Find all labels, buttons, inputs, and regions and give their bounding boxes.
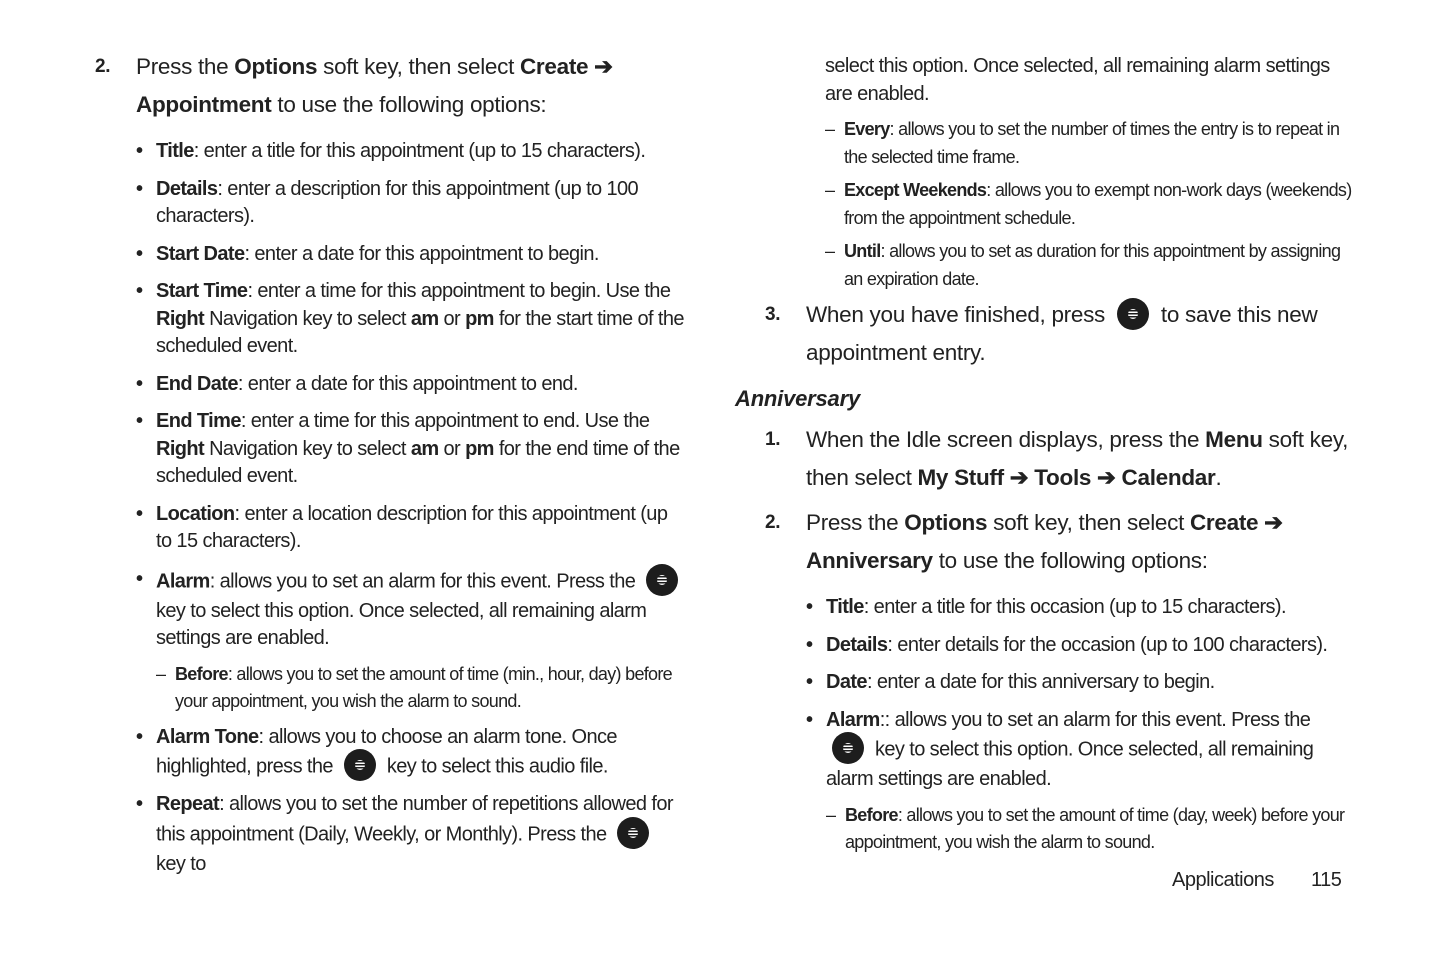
step-2-create-anniversary bbox=[765, 504, 1355, 580]
option-text: Navigation key to select bbox=[204, 437, 411, 460]
menu-key-label: Menu bbox=[1205, 427, 1263, 452]
suboption-label: Except Weekends bbox=[844, 180, 987, 200]
suboption-text: : allows you to set the number of times the entry is to repeat in the selected time frame. bbox=[844, 119, 1340, 167]
select-key-icon bbox=[832, 732, 864, 764]
step-3-save bbox=[765, 296, 1355, 372]
am-label: am bbox=[410, 307, 439, 330]
anniversary-steps bbox=[765, 421, 1355, 857]
option-text: : enter details for the occasion (up to 100 characters). bbox=[887, 633, 1328, 656]
create-label: Create ➔ bbox=[519, 54, 613, 79]
option-text: key to select this audio file. bbox=[381, 755, 608, 778]
option-text: or bbox=[438, 437, 466, 460]
option-label: Title bbox=[156, 140, 194, 162]
select-key-icon bbox=[344, 749, 376, 781]
option-label: End Date bbox=[156, 372, 238, 395]
option-text: : enter a date for this appointment to begin. bbox=[244, 242, 599, 265]
option-end-date bbox=[136, 371, 685, 399]
option-label: Location bbox=[156, 502, 235, 525]
option-label: Details bbox=[826, 633, 888, 656]
options-key-label: Options bbox=[234, 54, 318, 79]
continuation-text: select this option. Once selected, all remaining alarm settings are enabled. bbox=[825, 55, 1330, 105]
step-number: 2. bbox=[95, 56, 111, 77]
anniversary-options-list bbox=[806, 594, 1355, 857]
step-2-create-appointment bbox=[95, 48, 685, 124]
text: soft key, then select bbox=[987, 510, 1190, 535]
step-1-open-calendar bbox=[765, 421, 1355, 497]
option-alarm-tone bbox=[136, 724, 685, 784]
option-alarm bbox=[136, 566, 685, 716]
repeat-suboptions bbox=[825, 116, 1355, 293]
option-text: key to select this option. Once selected, all remaining alarm settings are enabled. bbox=[826, 738, 1314, 790]
suboption-every bbox=[825, 116, 1355, 171]
option-text: :: allows you to set an alarm for this event. Press the bbox=[879, 708, 1311, 731]
suboption-except-weekends bbox=[825, 177, 1355, 232]
step-number: 3. bbox=[765, 304, 781, 325]
text: to use the following options: bbox=[932, 548, 1208, 573]
option-text: : enter a date for this anniversary to begin. bbox=[866, 671, 1215, 693]
option-label: Alarm bbox=[156, 569, 210, 592]
suboption-label: Until bbox=[844, 241, 881, 261]
option-details bbox=[806, 632, 1355, 660]
option-start-time bbox=[136, 278, 685, 361]
option-label: Alarm bbox=[826, 708, 880, 731]
right-key-label: Right bbox=[156, 437, 205, 460]
option-label: Title bbox=[826, 596, 864, 618]
option-text: : allows you to set an alarm for this event. Press the bbox=[209, 569, 641, 592]
suboption-text: : allows you to exempt non-work days (weekends) from the appointment schedule. bbox=[844, 180, 1352, 228]
suboption-label: Before bbox=[175, 663, 228, 684]
text: When the Idle screen displays, press the bbox=[806, 427, 1206, 452]
options-key-label: Options bbox=[904, 510, 988, 535]
am-label: am bbox=[410, 437, 439, 460]
option-label: End Time bbox=[156, 410, 241, 432]
option-text: key to bbox=[156, 852, 206, 875]
suboption-label: Every bbox=[844, 119, 890, 139]
option-text: : allows you to choose an alarm tone. Once highlighted, press the bbox=[156, 725, 617, 778]
option-text: for the start time of the scheduled event. bbox=[156, 307, 684, 357]
suboption-text: : allows you to set the amount of time (day, week) before your appointment, you wish the alarm to sound. bbox=[845, 804, 1345, 852]
option-text: key to select this option. Once selected, all remaining alarm settings are enabled. bbox=[156, 599, 647, 649]
option-title bbox=[806, 594, 1355, 622]
appointment-options-list bbox=[136, 138, 685, 878]
left-column bbox=[95, 0, 685, 878]
option-start-date bbox=[136, 241, 685, 269]
pm-label: pm bbox=[465, 307, 494, 330]
alarm-suboptions bbox=[826, 802, 1355, 857]
option-label: Start Date bbox=[156, 242, 245, 265]
menu-path: My Stuff ➔ Tools ➔ Calendar bbox=[917, 465, 1216, 490]
text: Press the bbox=[806, 510, 905, 535]
text: soft key, then select bbox=[317, 54, 520, 79]
alarm-suboptions bbox=[156, 661, 685, 716]
option-label: Date bbox=[826, 671, 867, 693]
text: to save this new appointment entry. bbox=[806, 302, 1318, 365]
option-label: Alarm Tone bbox=[156, 725, 259, 748]
option-text: : enter a time for this appointment to begin. Use the bbox=[247, 280, 671, 302]
option-text: or bbox=[438, 307, 466, 330]
right-column bbox=[735, 0, 1355, 372]
option-alarm bbox=[806, 707, 1355, 857]
option-repeat bbox=[136, 791, 685, 878]
create-label: Create ➔ bbox=[1189, 510, 1283, 535]
suboption-before bbox=[826, 802, 1355, 857]
pm-label: pm bbox=[465, 437, 494, 460]
section-heading-anniversary: Anniversary bbox=[735, 386, 860, 411]
option-text: for the end time of the scheduled event. bbox=[156, 437, 680, 487]
anniversary-label: Anniversary bbox=[806, 548, 933, 573]
suboption-before bbox=[156, 661, 685, 716]
option-text: : allows you to set the number of repetitions allowed for this appointment (Daily, Weekly, or Monthly). Press the bbox=[156, 793, 673, 845]
text: to use the following options: bbox=[271, 92, 547, 117]
option-label: Details bbox=[156, 177, 218, 200]
suboption-text: : allows you to set the amount of time (min., hour, day) before your appointment, you wish the alarm to sound. bbox=[175, 663, 672, 711]
suboption-label: Before bbox=[845, 804, 898, 825]
text: When you have finished, press bbox=[806, 302, 1111, 327]
text: Press the bbox=[136, 54, 235, 79]
option-text: : enter a location description for this appointment (up to 15 characters). bbox=[156, 502, 668, 552]
text: soft key, then select bbox=[806, 427, 1349, 490]
select-key-icon bbox=[646, 564, 678, 596]
footer-section-name: Applications bbox=[1172, 869, 1274, 891]
select-key-icon bbox=[1117, 298, 1149, 330]
option-end-time bbox=[136, 408, 685, 491]
select-key-icon bbox=[617, 817, 649, 849]
appointment-label: Appointment bbox=[136, 92, 272, 117]
step-number: 1. bbox=[765, 429, 781, 450]
footer-page-number: 115 bbox=[1311, 869, 1342, 891]
text: . bbox=[1215, 465, 1222, 490]
option-title bbox=[136, 138, 685, 166]
right-key-label: Right bbox=[156, 307, 205, 330]
option-label: Repeat bbox=[156, 793, 220, 815]
option-text: : enter a description for this appointment (up to 100 characters). bbox=[156, 177, 639, 227]
option-text: Navigation key to select bbox=[204, 307, 411, 330]
option-text: : enter a title for this appointment (up to 15 characters). bbox=[193, 140, 646, 162]
option-text: : enter a date for this appointment to end. bbox=[237, 372, 578, 395]
option-text: : enter a time for this appointment to end. Use the bbox=[240, 410, 650, 432]
option-date bbox=[806, 669, 1355, 697]
option-location bbox=[136, 501, 685, 556]
option-label: Start Time bbox=[156, 280, 248, 302]
option-text: : enter a title for this occasion (up to 15 characters). bbox=[863, 596, 1286, 618]
option-details bbox=[136, 176, 685, 231]
suboption-until bbox=[825, 238, 1355, 293]
suboption-text: : allows you to set as duration for this appointment by assigning an expiration date. bbox=[844, 241, 1341, 289]
step-number: 2. bbox=[765, 512, 781, 533]
repeat-continuation bbox=[825, 53, 1355, 293]
